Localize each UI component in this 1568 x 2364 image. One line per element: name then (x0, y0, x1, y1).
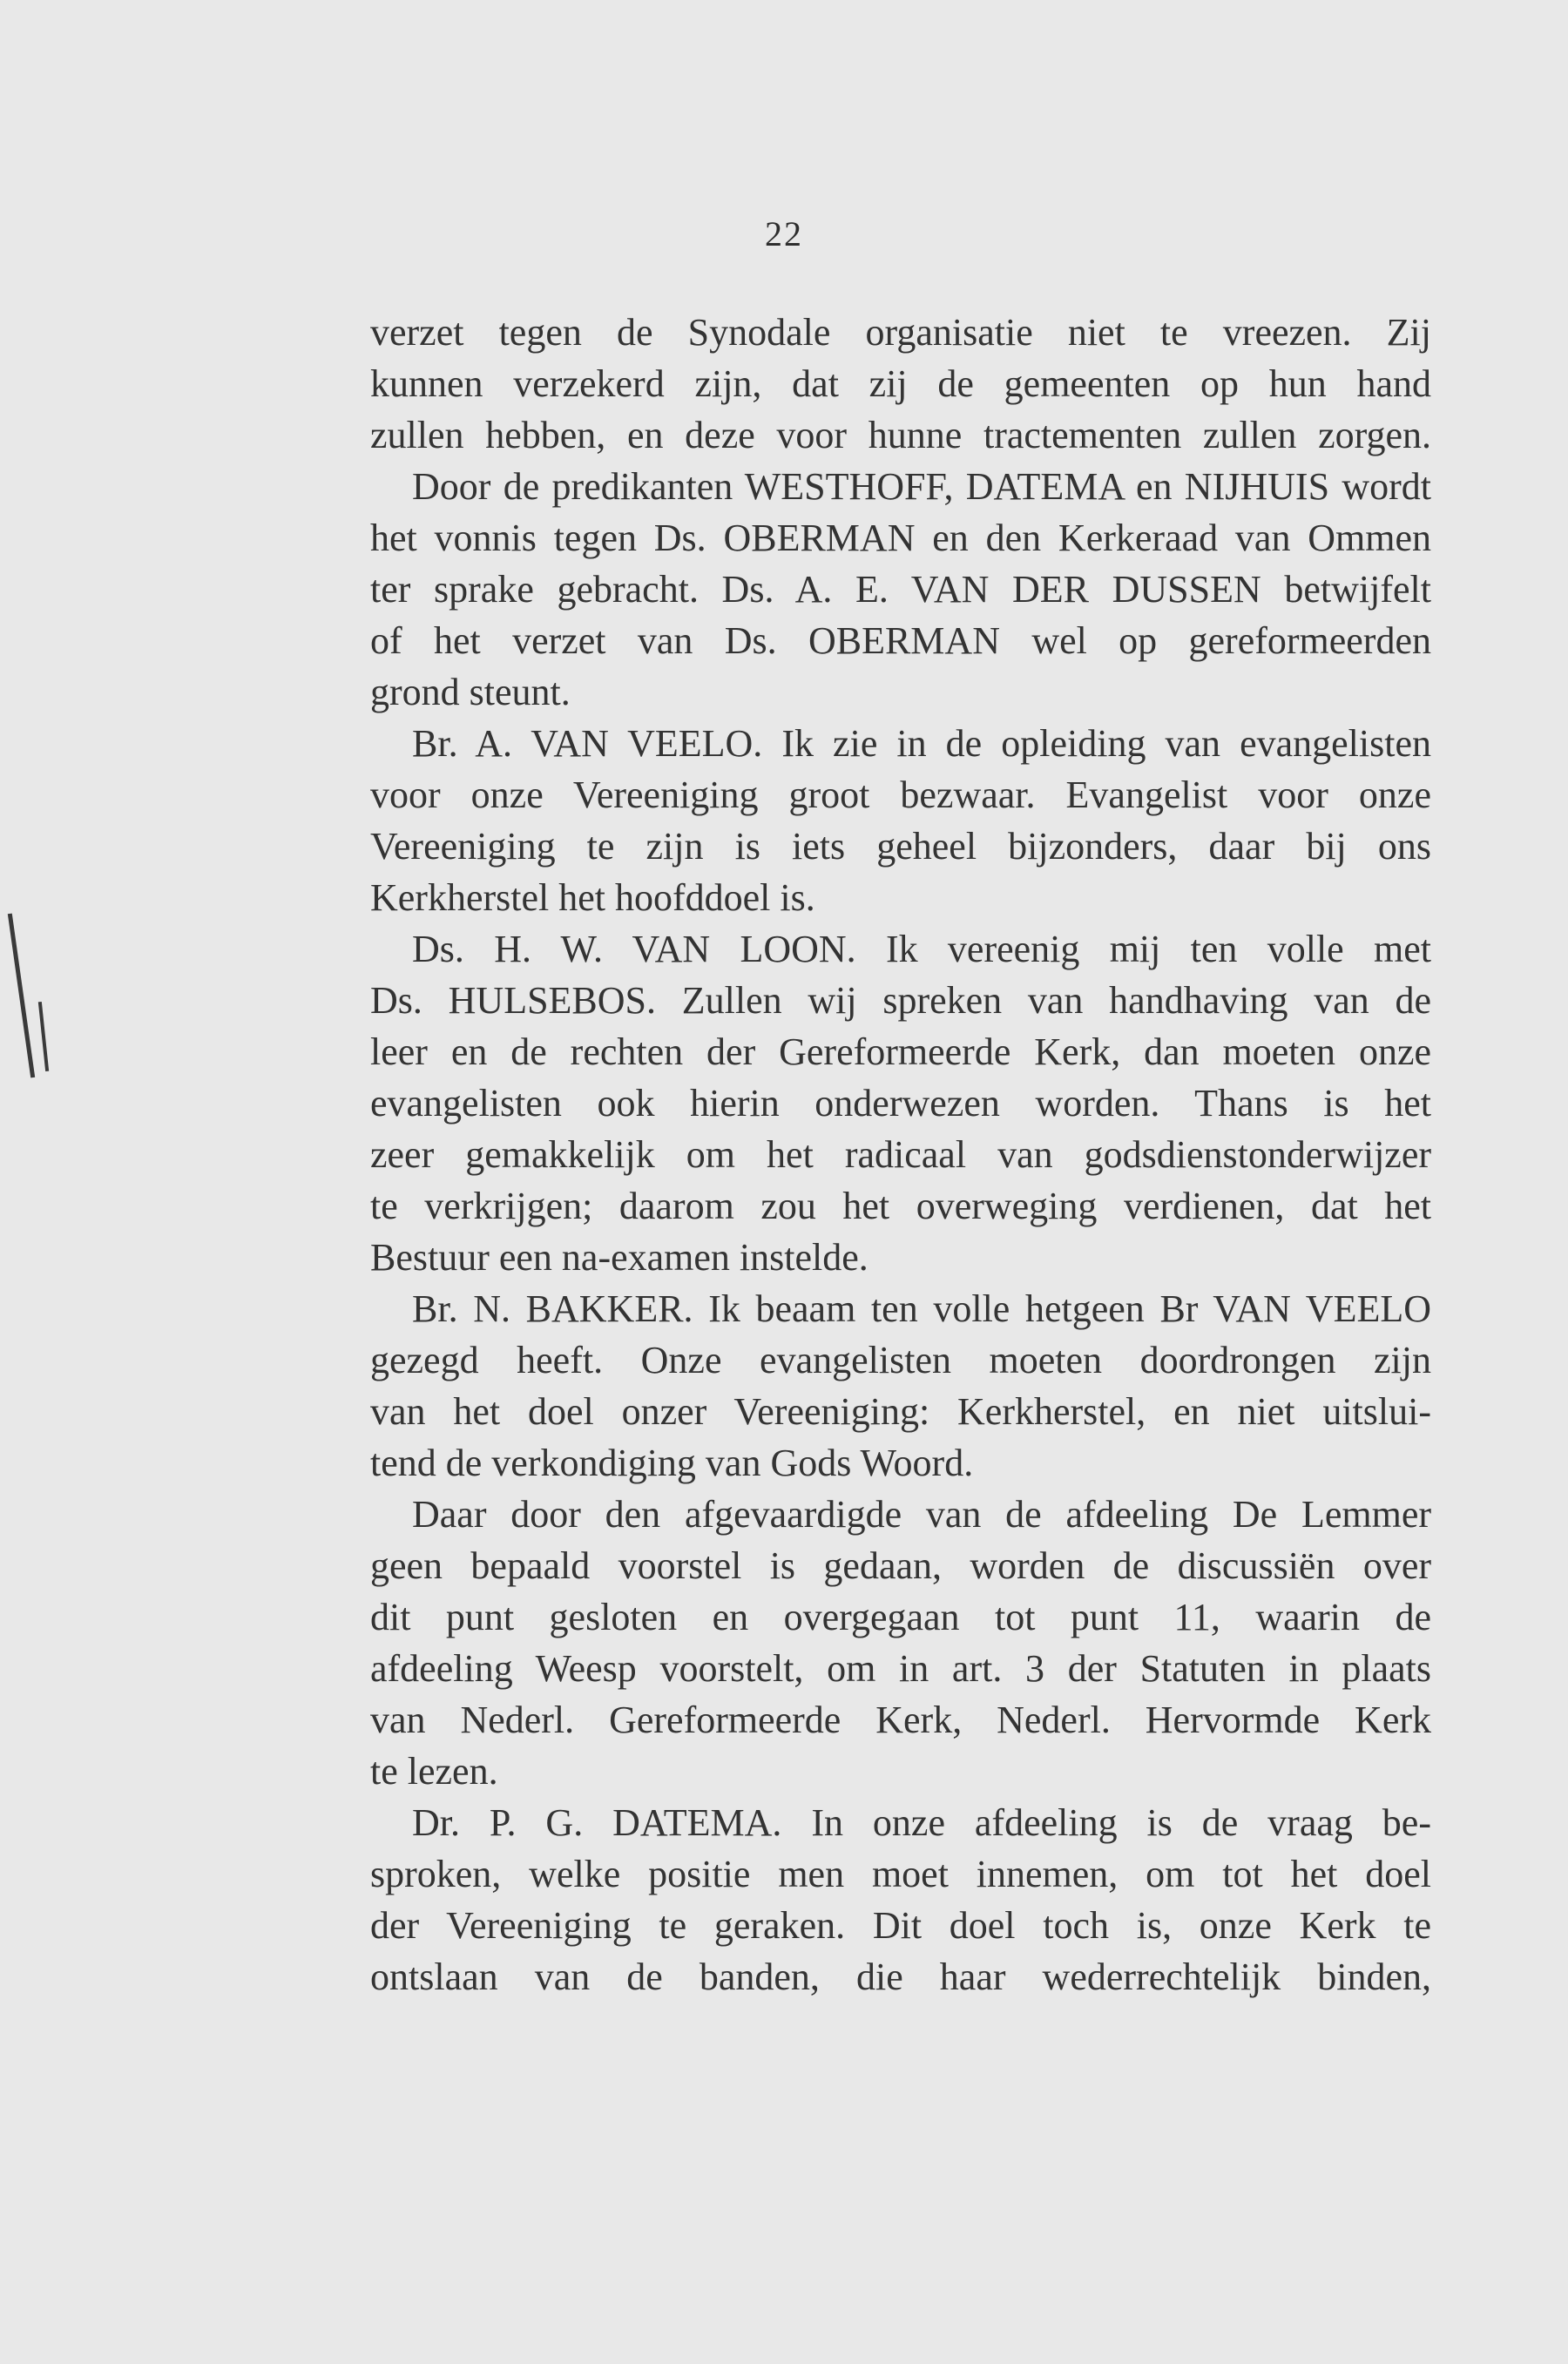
text-line: te lezen. (370, 1750, 498, 1793)
text-line: of het verzet van Ds. OBERMAN wel op gereformeerden (370, 619, 1431, 662)
text-line: Kerkherstel het hoofddoel is. (370, 876, 815, 919)
text-line: Ds. H. W. VAN LOON. Ik vereenig mij ten volle met (412, 928, 1431, 970)
text-line: dit punt gesloten en overgegaan tot punt 11, waarin de (370, 1596, 1431, 1638)
text-line: Br. N. BAKKER. Ik beaam ten volle hetgeen Br VAN VEELO (412, 1287, 1431, 1330)
text-line: Daar door den afgevaardigde van de afdeeling De Lemmer (412, 1493, 1431, 1536)
text-line: te verkrijgen; daarom zou het overweging verdienen, dat het (370, 1185, 1431, 1227)
text-line: der Vereeniging te geraken. Dit doel toch is, onze Kerk te (370, 1904, 1431, 1947)
text-line: Br. A. VAN VEELO. Ik zie in de opleiding van evangelisten (412, 722, 1431, 765)
body-text (370, 307, 1431, 2003)
page-number: 22 (765, 214, 803, 253)
text-line: van het doel onzer Vereeniging: Kerkherstel, en niet uitslui- (370, 1390, 1431, 1433)
text-line: geen bepaald voorstel is gedaan, worden de discussiën over (370, 1544, 1431, 1587)
text-line: gezegd heeft. Onze evangelisten moeten doordrongen zijn (370, 1339, 1431, 1381)
text-line: grond steunt. (370, 671, 571, 713)
text-line: tend de verkondiging van Gods Woord. (370, 1442, 974, 1484)
text-line: het vonnis tegen Ds. OBERMAN en den Kerkeraad van Ommen (370, 517, 1431, 559)
text-line: verzet tegen de Synodale organisatie niet te vreezen. Zij (370, 311, 1431, 354)
text-line: Door de predikanten WESTHOFF, DATEMA en NIJHUIS wordt (412, 465, 1431, 508)
scan-edge-mark (8, 914, 35, 1078)
text-line: kunnen verzekerd zijn, dat zij de gemeenten op hun hand (370, 362, 1431, 405)
text-line: evangelisten ook hierin onderwezen worden. Thans is het (370, 1082, 1431, 1125)
text-line: Bestuur een na-examen instelde. (370, 1236, 868, 1279)
text-line: leer en de rechten der Gereformeerde Kerk, dan moeten onze (370, 1030, 1431, 1073)
text-line: afdeeling Weesp voorstelt, om in art. 3 der Statuten in plaats (370, 1647, 1431, 1690)
scan-edge-mark (38, 1002, 49, 1071)
text-line: Vereeniging te zijn is iets geheel bijzonders, daar bij ons (370, 825, 1431, 868)
text-line: van Nederl. Gereformeerde Kerk, Nederl. Hervormde Kerk (370, 1699, 1431, 1741)
text-line: zeer gemakkelijk om het radicaal van godsdienstonderwijzer (370, 1133, 1431, 1176)
text-line: Dr. P. G. DATEMA. In onze afdeeling is de vraag be- (412, 1801, 1431, 1844)
text-line: Ds. HULSEBOS. Zullen wij spreken van handhaving van de (370, 979, 1431, 1022)
text-line: sproken, welke positie men moet innemen, om tot het doel (370, 1853, 1431, 1895)
text-line: ter sprake gebracht. Ds. A. E. VAN DER DUSSEN betwijfelt (370, 568, 1431, 611)
text-line: voor onze Vereeniging groot bezwaar. Evangelist voor onze (370, 773, 1431, 816)
text-line: zullen hebben, en deze voor hunne tractementen zullen zorgen. (370, 414, 1431, 456)
text-line: ontslaan van de banden, die haar wederrechtelijk binden, (370, 1955, 1431, 1998)
